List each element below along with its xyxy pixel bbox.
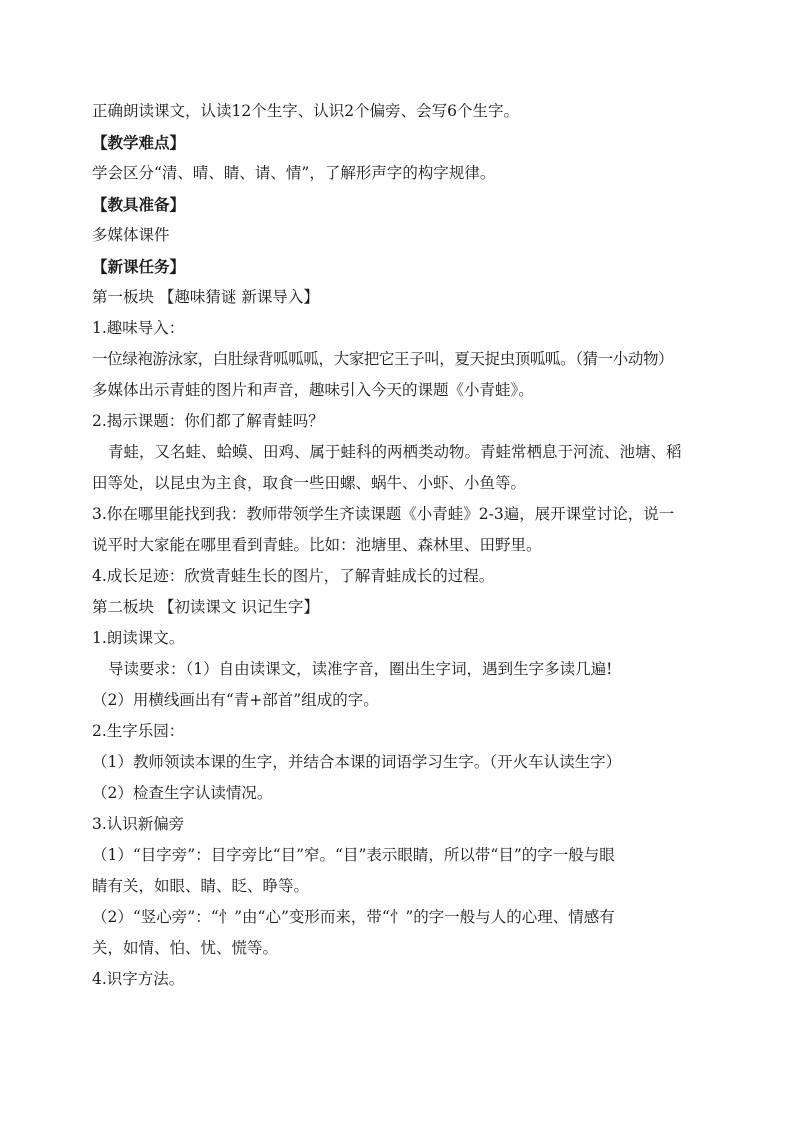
text-line: （2）“竖心旁”：“忄”由“心”变形而来，带“忄”的字一般与人的心理、情感有 [92, 908, 615, 926]
text-line: 多媒体课件 [92, 226, 170, 244]
text-line: 正确朗读课文，认读12个生字、认识2个偏旁、会写6个生字。 [92, 102, 519, 120]
text-line: （2）检查生字认读情况。 [92, 784, 273, 802]
text-line: 1.趣味导入： [92, 319, 185, 337]
text-line-riddle: 一位绿袍游泳家，白肚绿背呱呱呱，大家把它王子叫，夏天捉虫顶呱呱。（猜一小动物） [92, 350, 674, 368]
text-line: 关，如情、怕、忧、慌等。 [92, 939, 279, 957]
text-line: 说平时大家能在哪里看到青蛙。比如：池塘里、森林里、田野里。 [92, 536, 542, 554]
text-line: 2.揭示课题：你们都了解青蛙吗？ [92, 412, 324, 430]
block-heading-1: 第一板块 【趣味猜谜 新课导入】 [92, 288, 319, 306]
text-line: 2.生字乐园： [92, 722, 185, 740]
text-line: （1）“目字旁”：目字旁比“目”窄。“目”表示眼睛，所以带“目”的字一般与眼 [92, 846, 615, 864]
section-heading-new-lesson: 【新课任务】 [92, 257, 186, 276]
text-line: 3.认识新偏旁 [92, 815, 185, 833]
text-line: 多媒体出示青蛙的图片和声音，趣味引入今天的课题《小青蛙》。 [92, 381, 534, 399]
section-heading-teaching-aids: 【教具准备】 [92, 195, 186, 214]
text-line: （1）教师领读本课的生字，并结合本课的词语学习生字。（开火车认读生字） [92, 753, 622, 771]
text-line: 4.识字方法。 [92, 970, 185, 988]
text-line: 1.朗读课文。 [92, 629, 185, 647]
text-line: （2）用横线画出有“青+部首”组成的字。 [92, 691, 379, 709]
section-heading-teaching-difficulty: 【教学难点】 [92, 133, 186, 152]
text-line: 睛有关，如眼、睛、眨、睁等。 [92, 877, 310, 895]
text-line: 4.成长足迹：欣赏青蛙生长的图片，了解青蛙成长的过程。 [92, 567, 495, 585]
text-line: 田等处，以昆虫为主食，取食一些田螺、蜗牛、小虾、小鱼等。 [92, 474, 527, 492]
text-line-indented: 导读要求：（1）自由读课文，读准字音，圈出生字词，遇到生字多读几遍! [108, 660, 613, 678]
text-line: 3.你在哪里能找到我：教师带领学生齐读课题《小青蛙》2-3遍，展开课堂讨论，说一 [92, 505, 675, 523]
document-body [92, 96, 702, 995]
text-line-indented: 青蛙，又名蛙、蛤蟆、田鸡、属于蛙科的两栖类动物。青蛙常栖息于河流、池塘、稻 [108, 443, 682, 461]
block-heading-2: 第二板块 【初读课文 识记生字】 [92, 598, 319, 616]
text-line: 学会区分“清、晴、睛、请、情”，了解形声字的构字规律。 [92, 164, 496, 182]
